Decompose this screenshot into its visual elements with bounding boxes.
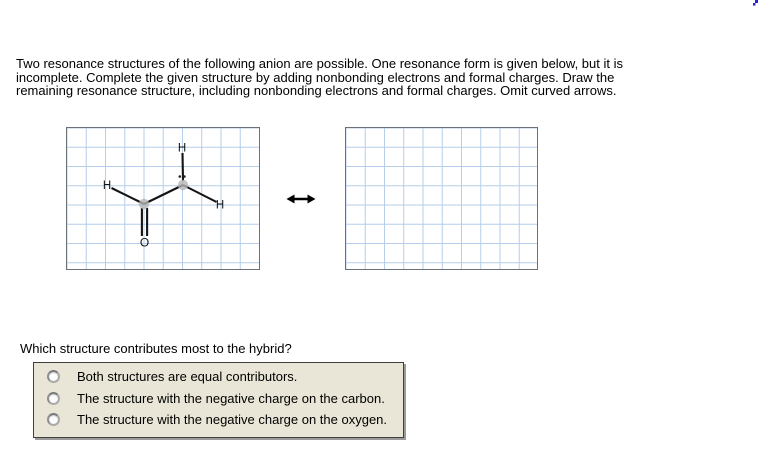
bond-c-hright (183, 185, 217, 202)
instructions-text (16, 57, 623, 98)
radio-button[interactable] (47, 392, 60, 405)
radio-button[interactable] (47, 413, 60, 426)
corner-glyph-pixel (753, 3, 755, 6)
option-label: The structure with the negative charge on the carbon. (77, 390, 385, 406)
given-structure-canvas[interactable] (66, 127, 260, 270)
corner-glyph (751, 0, 759, 8)
instructions-line-2: incomplete. Complete the given structure by adding nonbonding electrons and formal charges. Draw the (16, 69, 615, 85)
lone-pair-dot (179, 175, 182, 178)
resonance-arrow-head-left (287, 195, 295, 204)
options-panel (33, 362, 404, 438)
bond-c-c (144, 185, 183, 204)
option-row-equal-contributors[interactable] (34, 366, 403, 388)
atom-label-h-top[interactable]: H (177, 142, 187, 155)
carbon-atom-left[interactable] (139, 199, 149, 209)
answer-structure-canvas[interactable] (345, 127, 538, 270)
atom-label-h-left[interactable]: H (102, 180, 112, 192)
resonance-arrow-head-right (308, 195, 316, 204)
instructions-line-1: Two resonance structures of the following anion are possible. One resonance form is given below, but it is (16, 56, 623, 71)
option-row-negative-on-carbon[interactable] (34, 388, 403, 410)
carbon-atom-right[interactable] (178, 180, 188, 190)
atom-label-h-right[interactable]: H (215, 199, 225, 212)
atom-label-oxygen[interactable]: O (139, 235, 150, 250)
option-label: The structure with the negative charge on the oxygen. (77, 412, 388, 428)
question-text: Which structure contributes most to the hybrid? (20, 341, 292, 356)
bond-ctop-h (183, 153, 184, 181)
molecule-drawing (67, 128, 259, 269)
radio-button[interactable] (47, 370, 60, 383)
instructions-line-3: remaining resonance structure, including nonbonding electrons and formal charges. Omit curved arrows. (16, 83, 617, 98)
corner-glyph-pixel (755, 0, 758, 3)
option-row-negative-on-oxygen[interactable] (34, 409, 403, 431)
bond-c-hleft (112, 188, 145, 204)
lone-pair-dot (183, 175, 186, 178)
resonance-arrow-icon (285, 190, 317, 208)
option-label: Both structures are equal contributors. (77, 369, 298, 385)
